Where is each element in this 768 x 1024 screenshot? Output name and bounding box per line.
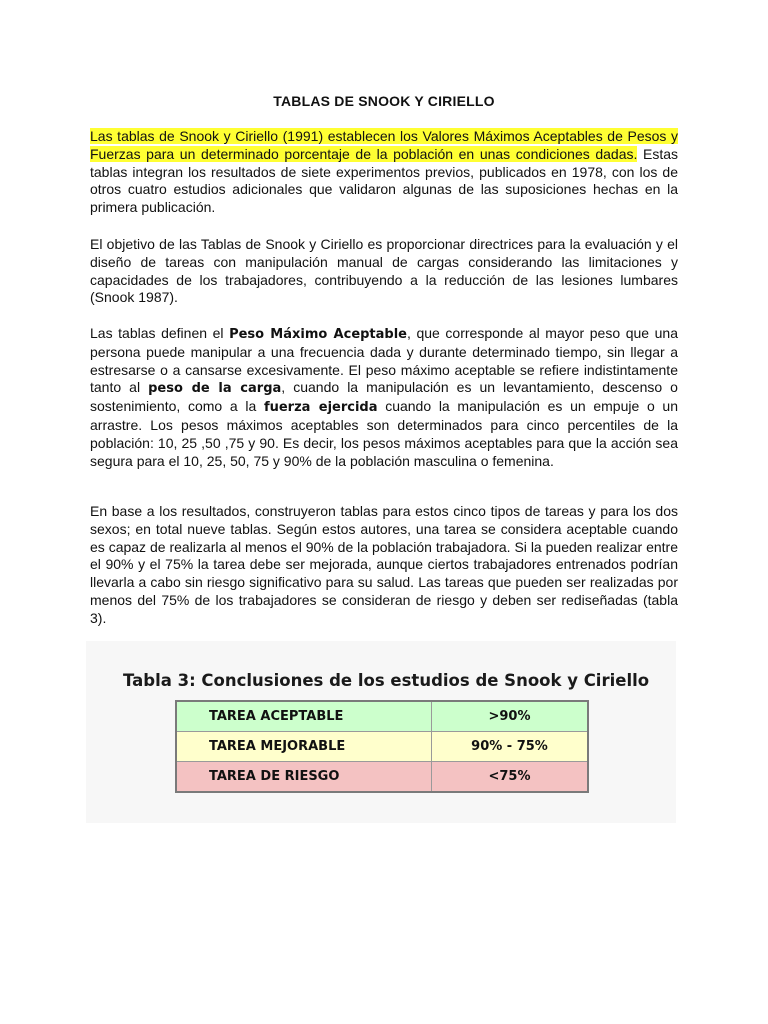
paragraph-4: En base a los resultados, construyeron tablas para estos cinco tipos de tareas y para los dos sexos; en total nueve tablas. Según estos autores, una tarea se considera aceptable cuando es capaz de realizarla al menos el 90% de la población trabajadora. Si la pueden realizar entre el 90% y el 75% la tarea debe ser mejorada, aunque ciertos trabajadores entrenados podrían llevarla a cabo sin riesgo significativo para su salud. Las tareas que pueden ser realizadas por menos del 75% de los trabajadores se consideran de riesgo y deben ser rediseñadas (tabla 3).	[90, 503, 678, 626]
bold-term-peso-maximo: Peso Máximo Aceptable	[229, 327, 408, 342]
table-row	[176, 762, 588, 793]
paragraph-3	[90, 325, 678, 470]
table-cell-value: 90% - 75%	[432, 732, 589, 762]
table-cell-value: >90%	[432, 701, 589, 732]
paragraph-1-text: Estas tablas integran los resultados de siete experimentos previos, publicados en 1978, con los de otros cuatro estudios adicionales que validaron algunas de las suposiciones hechas en la primera publicación.	[90, 145, 678, 216]
highlighted-text: Las tablas de Snook y Ciriello (1991) establecen los Valores Máximos Aceptables de Pesos y Fuerzas para un determinado porcentaje de la población en unas condiciones dadas.	[90, 128, 678, 162]
table-cell-label: TAREA ACEPTABLE	[176, 701, 432, 732]
paragraph-1	[90, 128, 678, 217]
table-row	[176, 732, 588, 762]
paragraph-3-text-1: Las tablas definen el	[90, 325, 230, 341]
bold-term-fuerza-ejercida: fuerza ejercida	[263, 400, 378, 416]
table-row	[176, 701, 588, 732]
paragraph-3-text-2: , que corresponde al mayor peso que una persona puede manipular a una frecuencia dada y durante determinado tiempo, sin llegar a estresarse o a cansarse excesivamente. El peso máximo aceptable se refiere indistintamente tanto al	[90, 325, 678, 396]
table-cell-label: TAREA MEJORABLE	[176, 732, 432, 762]
paragraph-3-text-4: cuando la manipulación es un empuje o un arrastre. Los pesos máximos aceptables son determinados para cinco percentiles de la población: 10, 25 ,50 ,75 y 90. Es decir, los pesos máximos aceptables para que la acción sea segura para el 10, 25, 50, 75 y 90% de la población masculina o femenina.	[90, 398, 678, 469]
conclusions-table	[175, 700, 589, 793]
figure-title: Tabla 3: Conclusiones de los estudios de Snook y Ciriello	[123, 671, 650, 690]
bold-term-peso-carga: peso de la carga	[148, 381, 282, 397]
paragraph-3-text-3: , cuando la manipulación es un levantamiento, descenso o sostenimiento, como a la	[90, 379, 678, 415]
document-title: TABLAS DE SNOOK Y CIRIELLO	[273, 93, 495, 109]
paragraph-2: El objetivo de las Tablas de Snook y Ciriello es proporcionar directrices para la evaluación y el diseño de tareas con manipulación manual de cargas considerando las limitaciones y capacidades de los trabajadores, contribuyendo a la reducción de las lesiones lumbares (Snook 1987).	[90, 236, 678, 306]
table-cell-value: <75%	[432, 762, 589, 793]
table-cell-label: TAREA DE RIESGO	[176, 762, 432, 793]
